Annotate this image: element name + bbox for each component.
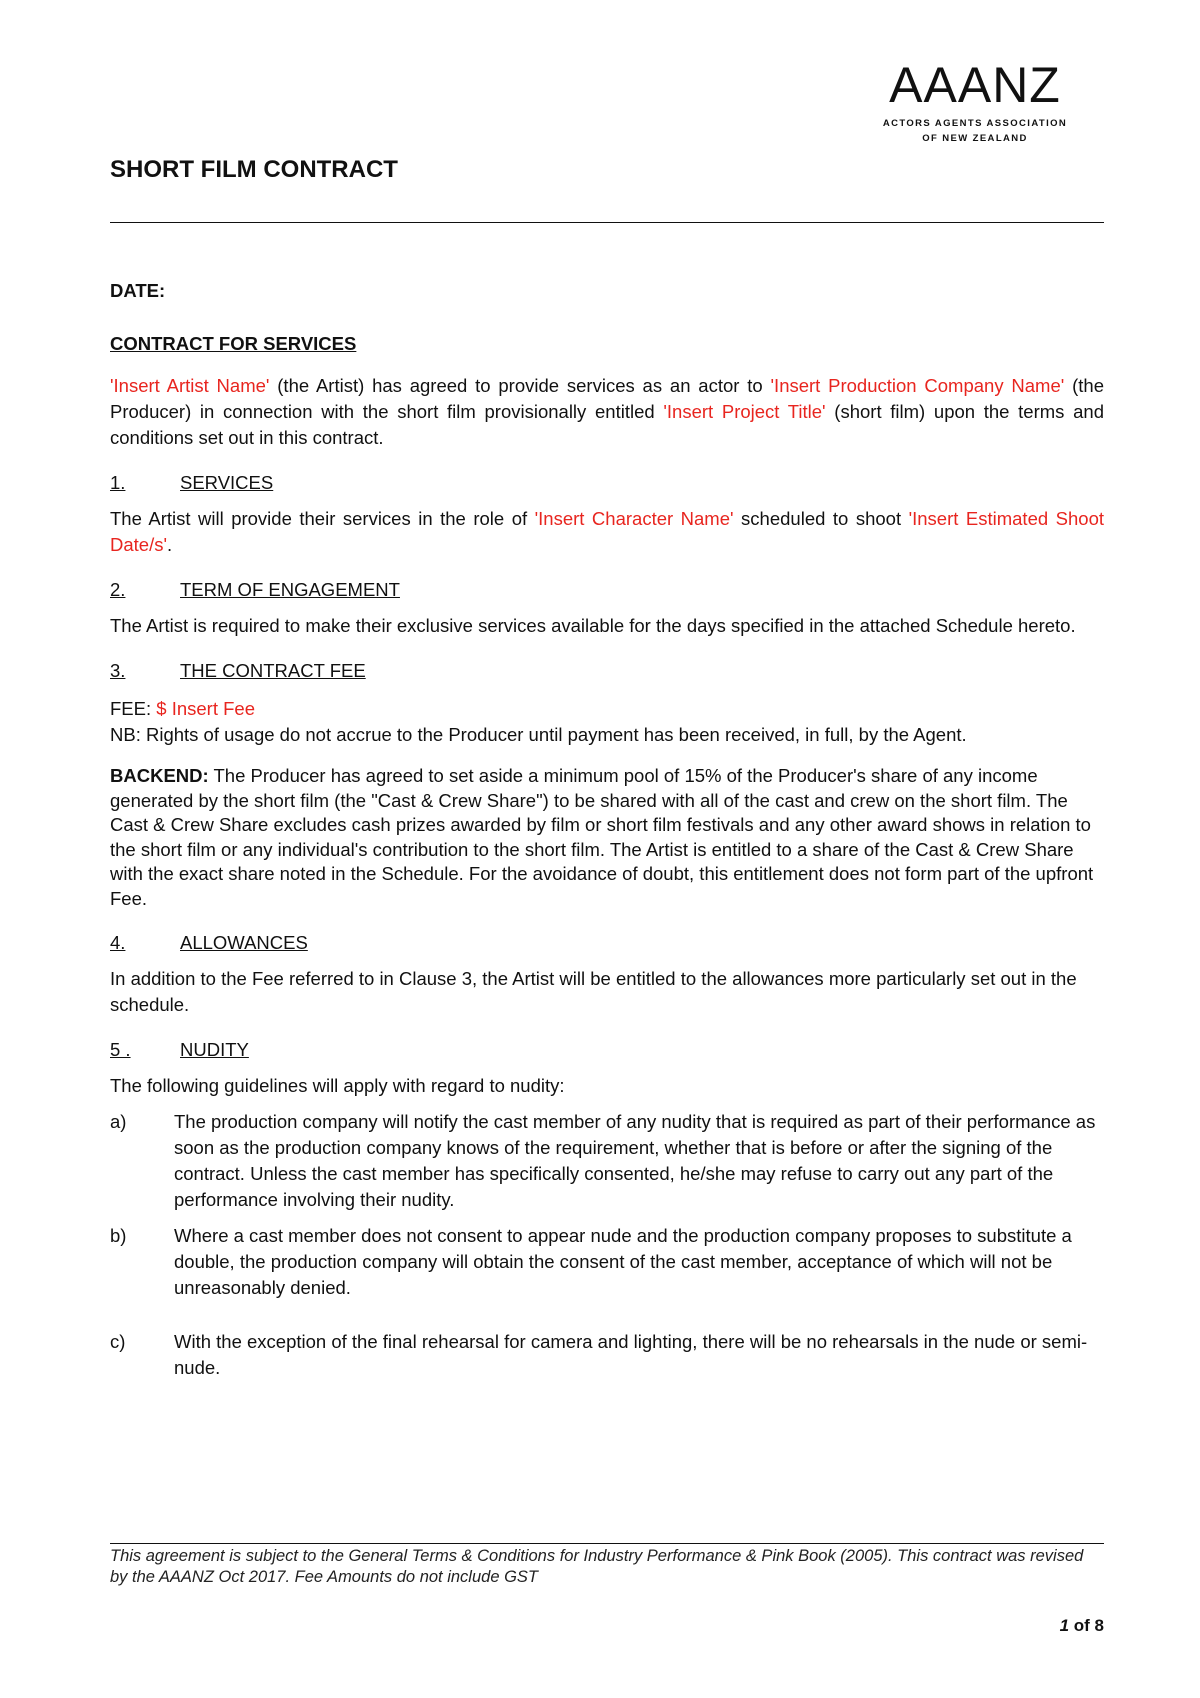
artist-name-placeholder: 'Insert Artist Name' [110,375,270,396]
nudity-item-c: c) With the exception of the final rehearsal for camera and lighting, there will be no rehearsals in the nude or semi-nude. [110,1331,1088,1378]
footer-divider [110,1543,1104,1544]
section-1-heading: 1. SERVICES [110,472,274,493]
fee-note: NB: Rights of usage do not accrue to the Producer until payment has been received, in full, by the Agent. [110,724,967,745]
production-company-placeholder: 'Insert Production Company Name' [770,375,1065,396]
project-title-placeholder: 'Insert Project Title' [663,401,826,422]
logo-subtitle-line2: OF NEW ZEALAND [922,133,1028,144]
section-2-body: The Artist is required to make their exclusive services available for the days specified in the attached Schedule hereto. [110,615,1076,636]
backend-label: BACKEND: [110,765,209,786]
document-title: SHORT FILM CONTRACT [110,156,398,183]
backend-paragraph: BACKEND: The Producer has agreed to set aside a minimum pool of 15% of the Producer's share of any income generated by the short film (the "Cast & Crew Share") to be shared with all of the cast and crew on the short film. The Cast & Crew Share excludes cash prizes awarded by film or short film festivals and any other award shows in relation to the short film or any individual's contribution to the short film. The Artist is entitled to a share of the Cast & Crew Share with the exact share noted in the Schedule. For the avoidance of doubt, this entitlement does not form part of the upfront Fee. [110,765,1094,909]
section-5-intro: The following guidelines will apply with regard to nudity: [110,1075,565,1096]
aaanz-logo [860,57,1090,146]
contract-body [110,278,1104,1381]
footer-note: This agreement is subject to the General Terms & Conditions for Industry Performance & Pink Book (2005). This contract was revised by the AAANZ Oct 2017. Fee Amounts do not include GST [110,1547,1084,1586]
section-5-heading: 5 . NUDITY [110,1039,249,1060]
nudity-item-a: a) The production company will notify the cast member of any nudity that is required as part of their performance as soon as the production company knows of the requirement, whether that is before or after the signing of the contract. Unless the cast member has specifically consented, he/she may refuse to carry out any part of the performance involving their nudity. [110,1111,1096,1210]
section-4-body: In addition to the Fee referred to in Clause 3, the Artist will be entitled to the allowances more particularly set out in the schedule. [110,968,1077,1015]
fee-placeholder: $ Insert Fee [156,698,255,719]
intro-paragraph: 'Insert Artist Name' (the Artist) has agreed to provide services as an actor to 'Insert Production Company Name' (the Producer) in connection with the short film provisionally entitled 'Insert Project Title' (short film) upon the terms and conditions set out in this contract. [110,375,1104,448]
character-name-placeholder: 'Insert Character Name' [534,508,734,529]
section-2-heading: 2. TERM OF ENGAGEMENT [110,579,400,600]
logo-subtitle-line1: ACTORS AGENTS ASSOCIATION [882,118,1068,129]
nudity-item-b: b) Where a cast member does not consent to appear nude and the production company proposes to substitute a double, the production company will obtain the consent of the cast member, acceptance of which will not be unreasonably denied. [110,1225,1072,1298]
section-4-heading: 4. ALLOWANCES [110,932,308,953]
shoot-date-placeholder: 'Insert Estimated Shoot Date/s' [110,508,1105,555]
contract-for-services-heading: CONTRACT FOR SERVICES [110,333,357,354]
fee-line: FEE: $ Insert Fee [110,698,255,719]
date-label: DATE: [110,280,166,301]
section-3-heading: 3. THE CONTRACT FEE [110,660,366,681]
page-number: 1 of 8 [1059,1616,1104,1635]
logo-wordmark: AAANZ [889,57,1061,113]
section-1-body: The Artist will provide their services in the role of 'Insert Character Name' scheduled to shoot 'Insert Estimated Shoot Date/s'. [110,508,1105,555]
title-divider [110,222,1104,223]
